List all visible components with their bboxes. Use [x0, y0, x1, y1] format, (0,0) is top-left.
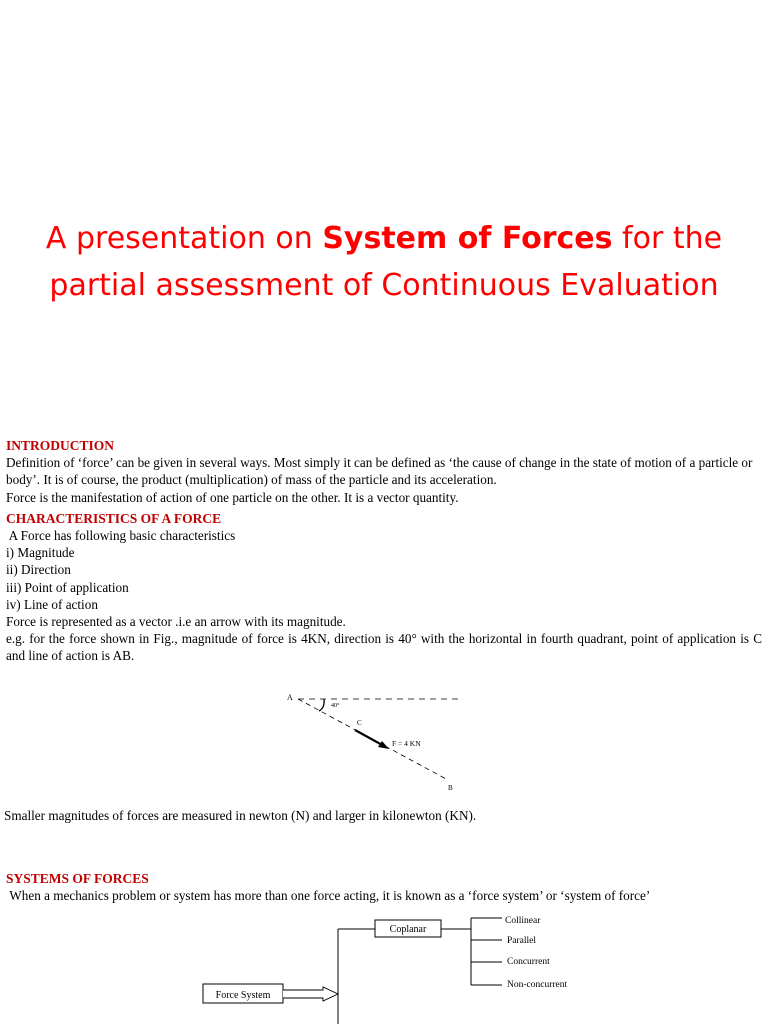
title-emphasis: System of Forces [322, 221, 613, 256]
characteristic-item: i) Magnitude [6, 545, 75, 561]
systems-heading: SYSTEMS OF FORCES [6, 871, 149, 886]
title-slide [0, 0, 768, 430]
branch-parallel: Parallel [507, 936, 537, 946]
point-a-label: A [287, 693, 293, 702]
force-arrow-shaft [355, 730, 384, 746]
force-system-diagram [195, 905, 615, 1024]
force-arrowhead [378, 741, 389, 749]
systems-section [6, 870, 762, 904]
title-suffix: for the partial assessment of Continuous Evaluation [49, 221, 723, 303]
characteristics-intro: A Force has following basic characteristics [6, 528, 236, 544]
vector-paragraph: Force is represented as a vector .i.e an arrow with its magnitude. [6, 614, 346, 630]
branch-non-concurrent: Non-concurrent [507, 980, 568, 990]
systems-paragraph: When a mechanics problem or system has more than one force acting, it is known as a ‘force system’ or ‘system of force’ [6, 888, 651, 904]
angle-arc [319, 699, 324, 711]
presentation-title [10, 215, 758, 309]
introduction-paragraph-2: Force is the manifestation of action of one particle on the other. It is a vector quantity. [6, 489, 459, 505]
example-paragraph: e.g. for the force shown in Fig., magnitude of force is 4KN, direction is 40° with the horizontal in fourth quadrant, point of application is C and line of action is AB. [6, 631, 762, 664]
point-b-label: B [448, 784, 453, 792]
characteristics-heading: CHARACTERISTICS OF A FORCE [6, 510, 222, 526]
force-system-label: Force System [215, 990, 271, 1001]
point-c-label: C [357, 719, 362, 727]
introduction-paragraph-1: Definition of ‘force’ can be given in several ways. Most simply it can be defined as ‘the cause of change in the state of motion of a particle or body’. It is of course, the product (multiplication) of mass of the particle and its acceleration. [6, 455, 753, 488]
force-vector-figure [280, 688, 480, 798]
double-arrow-icon [283, 987, 338, 1001]
coplanar-label: Coplanar [389, 924, 427, 935]
document-body [6, 437, 762, 665]
force-magnitude-label: F = 4 KN [392, 739, 421, 748]
characteristic-item: ii) Direction [6, 562, 71, 578]
title-prefix: A presentation on [45, 221, 323, 256]
units-note: Smaller magnitudes of forces are measured in newton (N) and larger in kilonewton (KN). [4, 808, 477, 823]
branch-concurrent: Concurrent [507, 957, 550, 967]
characteristic-item: iv) Line of action [6, 596, 98, 612]
branch-collinear: Collinear [505, 916, 541, 926]
introduction-heading: INTRODUCTION [6, 438, 115, 453]
angle-label: 40° [331, 703, 340, 709]
characteristic-item: iii) Point of application [6, 579, 129, 595]
